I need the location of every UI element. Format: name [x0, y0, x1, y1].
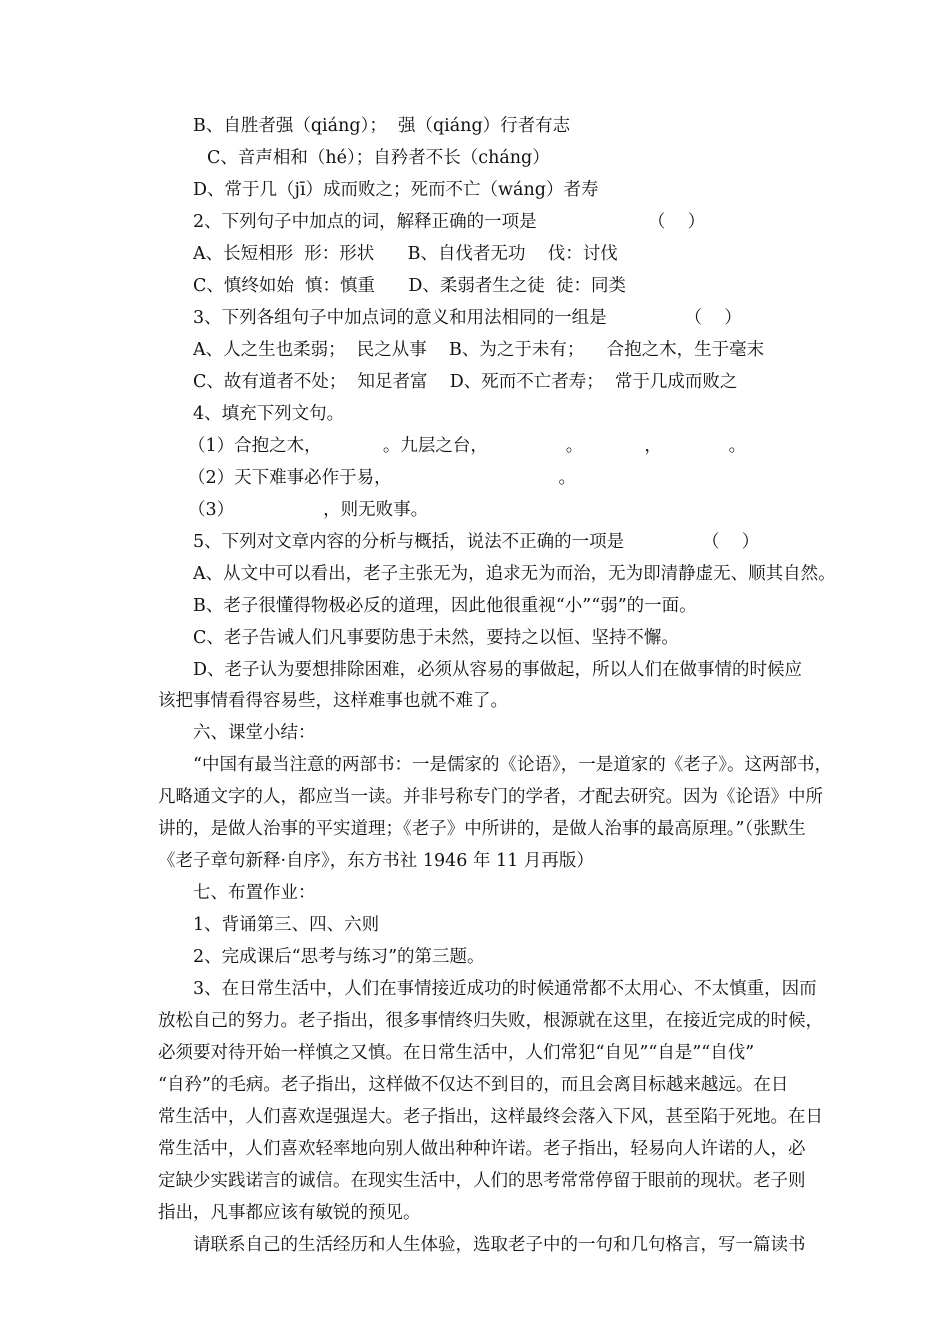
question-3-options-ab: A、人之生也柔弱； 民之从事 B、为之于未有； 合抱之木，生于毫末	[193, 340, 765, 360]
homework-essay-prompt: 请联系自己的生活经历和人生体验，选取老子中的一句和几句格言，写一篇读书	[193, 1235, 806, 1255]
fill-blank-1: （1）合抱之木， 。九层之台， 。 ， 。	[188, 436, 747, 456]
option-c-line: C、音声相和（hé）；自矜者不长（cháng）	[207, 148, 550, 168]
question-5-option-b: B、老子很懂得物极必反的道理，因此他很重视“小”“弱”的一面。	[193, 596, 697, 616]
homework-1: 1、背诵第三、四、六则	[193, 915, 380, 935]
question-2: 2、下列句子中加点的词，解释正确的一项是 （ ）	[193, 212, 706, 232]
summary-quote-line-3: 讲的，是做人治事的平实道理；《老子》中所讲的，是做人治事的最高原理。”（张默生	[158, 819, 806, 839]
section-6-heading: 六、课堂小结：	[193, 723, 316, 743]
summary-quote-line-1: “中国有最当注意的两部书：一是儒家的《论语》，一是道家的《老子》。这两部书，	[193, 755, 832, 775]
section-7-heading: 七、布置作业：	[193, 883, 316, 903]
homework-2: 2、完成课后“思考与练习”的第三题。	[193, 947, 485, 967]
homework-3-line-1: 3、在日常生活中，人们在事情接近成功的时候通常都不太用心、不太慎重，因而	[193, 979, 817, 999]
option-b-line: B、自胜者强（qiáng）； 强（qiáng）行者有志	[193, 116, 571, 136]
option-d-line: D、常于几（jī）成而败之；死而不亡（wáng）者寿	[193, 180, 599, 200]
question-5: 5、下列对文章内容的分析与概括，说法不正确的一项是 （ ）	[193, 532, 760, 552]
summary-quote-line-2: 凡略通文字的人，都应当一读。并非号称专门的学者，才配去研究。因为《论语》中所	[158, 787, 823, 807]
question-2-options-cd: C、慎终如始 慎：慎重 D、柔弱者生之徒 徒：同类	[193, 276, 627, 296]
homework-3-line-5: 常生活中，人们喜欢逞强逞大。老子指出，这样最终会落入下风，甚至陷于死地。在日	[158, 1107, 823, 1127]
homework-3-line-3: 必须要对待开始一样慎之又慎。在日常生活中，人们常犯“自见”“自是”“自伐”	[158, 1043, 755, 1063]
fill-blank-3: （3） ，则无败事。	[188, 500, 429, 520]
question-3: 3、下列各组句子中加点词的意义和用法相同的一组是 （ ）	[193, 308, 742, 328]
question-5-option-a: A、从文中可以看出，老子主张无为，追求无为而治，无为即清静虚无、顺其自然。	[193, 564, 836, 584]
question-5-option-d-cont: 该把事情看得容易些，这样难事也就不难了。	[158, 691, 508, 711]
homework-3-line-4: “自矜”的毛病。老子指出，这样做不仅达不到目的，而且会离目标越来越远。在日	[158, 1075, 789, 1095]
homework-3-line-2: 放松自己的努力。老子指出，很多事情终归失败，根源就在这里，在接近完成的时候，	[158, 1011, 823, 1031]
question-5-option-d: D、老子认为要想排除困难，必须从容易的事做起，所以人们在做事情的时候应	[193, 660, 803, 680]
homework-3-line-8: 指出，凡事都应该有敏锐的预见。	[158, 1203, 421, 1223]
question-3-options-cd: C、故有道者不处； 知足者富 D、死而不亡者寿； 常于几成而败之	[193, 372, 738, 392]
homework-3-line-7: 定缺少实践诺言的诚信。在现实生活中，人们的思考常常停留于眼前的现状。老子则	[158, 1171, 806, 1191]
fill-blank-2: （2）天下难事必作于易， 。	[188, 468, 577, 488]
question-2-options-ab: A、长短相形 形：形状 B、自伐者无功 伐：讨伐	[193, 244, 618, 264]
question-5-option-c: C、老子告诫人们凡事要防患于未然，要持之以恒、坚持不懈。	[193, 628, 679, 648]
question-4: 4、填充下列文句。	[193, 404, 345, 424]
summary-quote-line-4: 《老子章句新释·自序》，东方书社 1946 年 11 月再版）	[158, 851, 594, 871]
homework-3-line-6: 常生活中，人们喜欢轻率地向别人做出种种许诺。老子指出，轻易向人许诺的人，必	[158, 1139, 806, 1159]
